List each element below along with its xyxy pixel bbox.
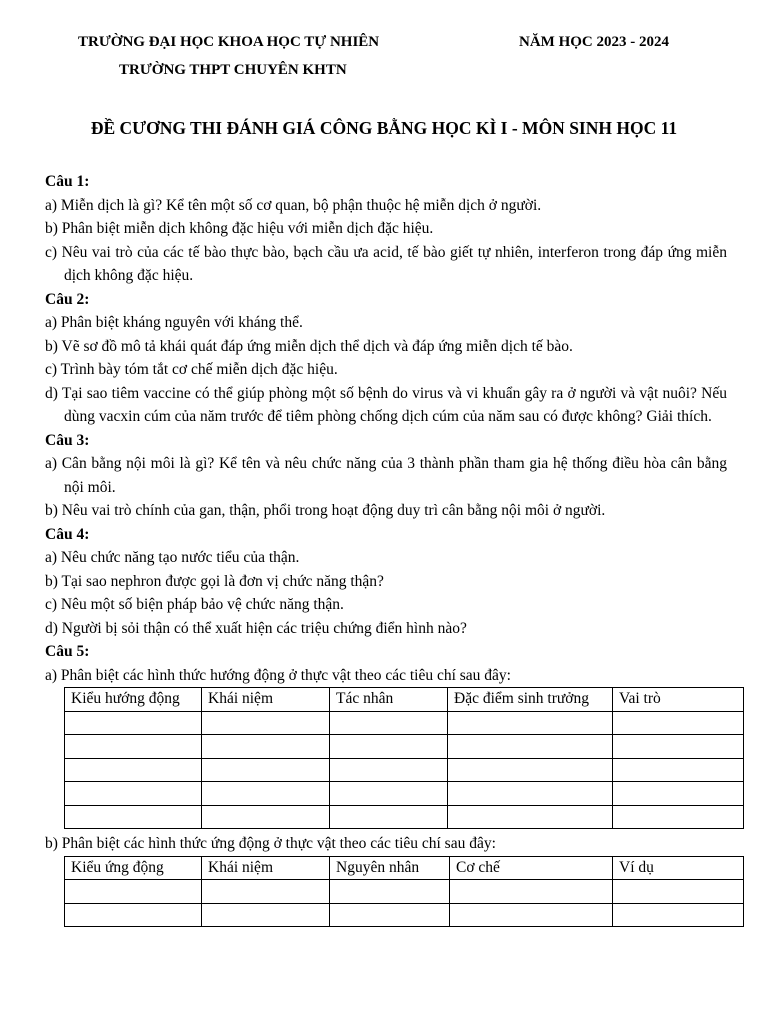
question-2-item-b: b) Vẽ sơ đồ mô tả khái quát đáp ứng miễn dịch thể dịch và đáp ứng miễn dịch tế bào. [45,337,573,355]
question-2-item-a: a) Phân biệt kháng nguyên với kháng thể. [45,314,303,331]
question-2-label: Câu 2: [45,290,90,308]
table-cell [202,758,330,782]
table-cell [65,903,202,927]
table-cell [65,805,202,829]
table-header-cell: Khái niệm [202,688,330,712]
table-cell [613,711,744,735]
question-1-item-b: b) Phân biệt miễn dịch không đặc hiệu với miễn dịch đặc hiệu. [45,220,434,237]
table-row [65,880,744,904]
table-cell [202,903,330,927]
table-cell [65,735,202,759]
table-header-row [65,688,744,712]
table-cell [613,758,744,782]
table-cell [330,903,450,927]
table-row [65,782,744,806]
table-header-cell: Vai trò [613,688,744,712]
table-cell [65,758,202,782]
table-header-cell: Nguyên nhân [330,856,450,880]
table-cell [448,805,613,829]
table-header-cell: Kiểu hướng động [65,688,202,712]
table-cell [448,758,613,782]
table-header-cell: Khái niệm [202,856,330,880]
table-cell [330,735,448,759]
question-5-label: Câu 5: [45,643,90,660]
table-cell [330,880,450,904]
nastic-table [64,856,744,928]
table-cell [450,903,613,927]
question-4-item-d: d) Người bị sỏi thận có thể xuất hiện các triệu chứng điển hình nào? [45,619,467,637]
question-5-item-a: a) Phân biệt các hình thức hướng động ở thực vật theo các tiêu chí sau đây: [45,666,511,684]
table-cell [65,711,202,735]
table-cell [202,805,330,829]
document-title: ĐỀ CƯƠNG THI ĐÁNH GIÁ CÔNG BẰNG HỌC KÌ I - MÔN SINH HỌC 11 [90,118,678,138]
table-cell [202,782,330,806]
table-header-cell: Cơ chế [450,856,613,880]
table-cell [330,711,448,735]
table-cell [613,880,744,904]
question-4-item-c: c) Nêu một số biện pháp bảo vệ chức năng thận. [45,596,344,613]
question-1-item-c: c) Nêu vai trò của các tế bào thực bào, bạch cầu ưa acid, tế bào giết tự nhiên, interferon trong đáp ứng miễn dịch không đặc hiệu. [45,243,727,284]
table-header-cell: Tác nhân [330,688,448,712]
table-header-cell: Đặc điểm sinh trưởng [448,688,613,712]
table-cell [330,782,448,806]
table-cell [613,782,744,806]
university-name: TRƯỜNG ĐẠI HỌC KHOA HỌC TỰ NHIÊN [78,34,380,50]
question-2-item-c: c) Trình bày tóm tắt cơ chế miễn dịch đặc hiệu. [45,361,338,378]
question-4-label: Câu 4: [45,525,90,543]
table-header-cell: Ví dụ [613,856,744,880]
table-cell [613,735,744,759]
question-3-label: Câu 3: [45,431,90,449]
question-3-item-b: b) Nêu vai trò chính của gan, thận, phổi trong hoạt động duy trì cân bằng nội môi ở người. [45,502,606,519]
table-cell [450,880,613,904]
question-3-item-a: a) Cân bằng nội môi là gì? Kể tên và nêu chức năng của 3 thành phần tham gia hệ thống điều hòa cân bằng nội môi. [45,455,727,496]
question-1-item-a: a) Miễn dịch là gì? Kể tên một số cơ quan, bộ phận thuộc hệ miễn dịch ở người. [45,196,542,214]
table-cell [65,880,202,904]
table-header-cell: Kiểu ứng động [65,856,202,880]
table-cell [330,805,448,829]
question-1-label: Câu 1: [45,173,90,190]
question-2-item-d: d) Tại sao tiêm vaccine có thể giúp phòng một số bệnh do virus và vi khuẩn gây ra ở người và vật nuôi? Nếu dùng vacxin cúm của năm trước để tiêm phòng chống dịch cúm của năm sau có được không? Giải thích. [45,384,727,425]
table-cell [65,782,202,806]
table-cell [448,711,613,735]
table-cell [448,782,613,806]
table-row [65,903,744,927]
table-cell [202,880,330,904]
table-header-row [65,856,744,880]
tropism-table [64,687,744,829]
table-row [65,735,744,759]
question-4-item-b: b) Tại sao nephron được gọi là đơn vị chức năng thận? [45,572,384,590]
table-row [65,711,744,735]
table-cell [202,711,330,735]
school-name: TRƯỜNG THPT CHUYÊN KHTN [119,62,347,78]
table-row [65,758,744,782]
table-cell [202,735,330,759]
question-5-item-b: b) Phân biệt các hình thức ứng động ở thực vật theo các tiêu chí sau đây: [45,835,496,852]
table-row [65,805,744,829]
table-cell [330,758,448,782]
table-cell [613,805,744,829]
table-cell [613,903,744,927]
table-cell [448,735,613,759]
question-list [45,170,727,930]
question-4-item-a: a) Nêu chức năng tạo nước tiểu của thận. [45,549,300,566]
school-year: NĂM HỌC 2023 - 2024 [519,34,669,50]
